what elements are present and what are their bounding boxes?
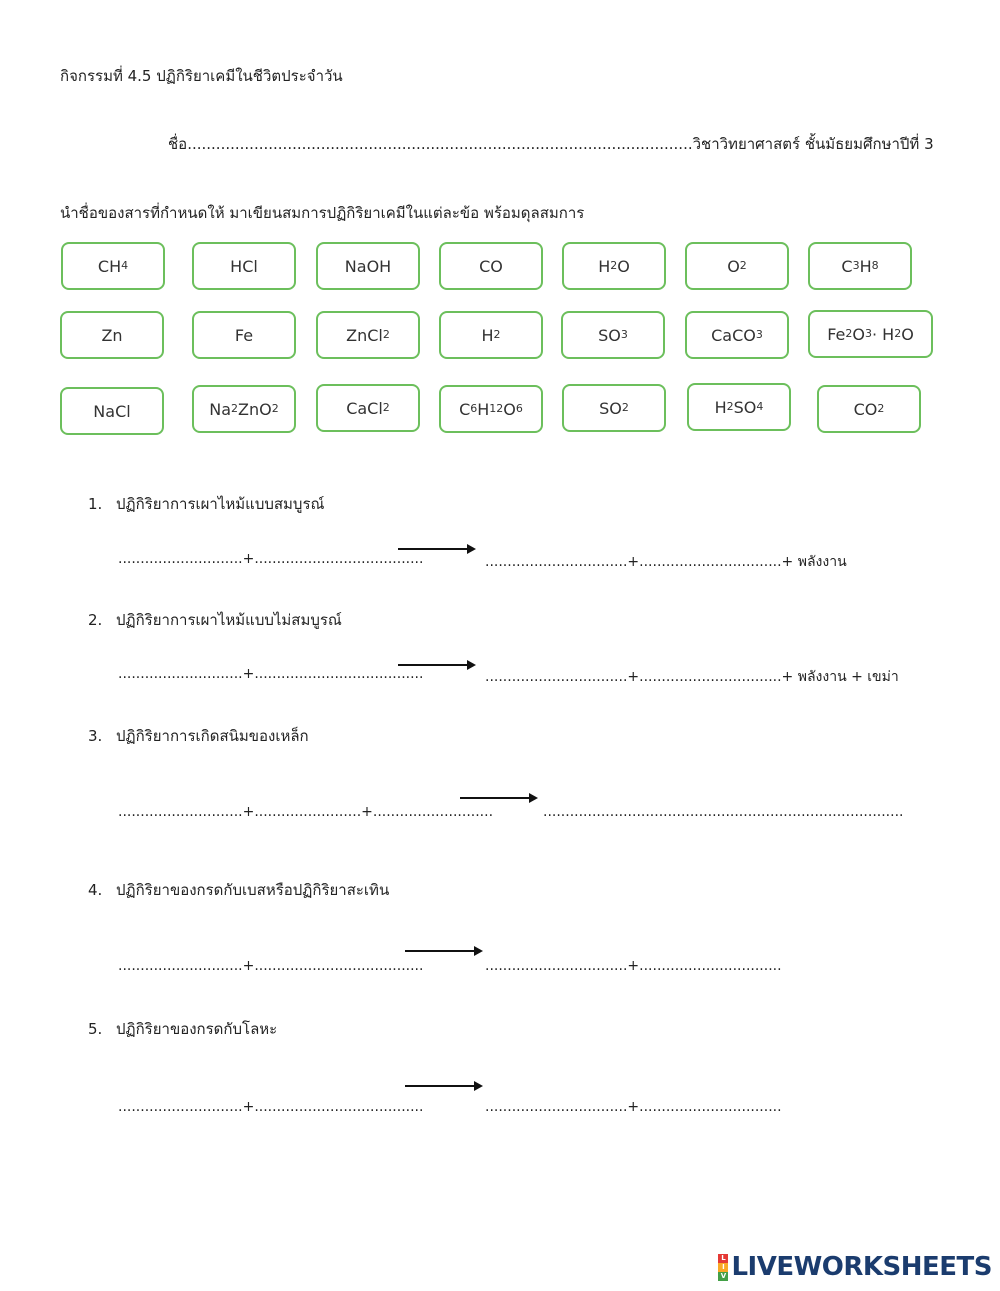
question-2-title: 2. ปฏิกิริยาการเผาไหม้แบบไม่สมบูรณ์: [88, 611, 342, 629]
compound-card[interactable]: C 6 H 12 O 6: [439, 385, 543, 433]
compound-card[interactable]: CH 4: [61, 242, 165, 290]
reaction-arrow: [460, 797, 530, 799]
question-1-products[interactable]: ................................+................................+ พลังงาน: [485, 554, 847, 570]
question-4-reactants[interactable]: ............................+......................................: [118, 958, 424, 974]
compound-card[interactable]: Zn: [60, 311, 164, 359]
compound-card[interactable]: H 2 SO 4: [687, 383, 791, 431]
question-5-reactants[interactable]: ............................+......................................: [118, 1099, 424, 1115]
logo-mark: [718, 1254, 728, 1281]
question-5-title: 5. ปฏิกิริยาของกรดกับโลหะ: [88, 1020, 278, 1038]
activity-title: กิจกรรมที่ 4.5 ปฏิกิริยาเคมีในชีวิตประจำวัน: [60, 67, 343, 85]
question-2-products[interactable]: ................................+................................+ พลังงาน + เขม่า: [485, 669, 899, 685]
compound-card[interactable]: Na 2 ZnO 2: [192, 385, 296, 433]
compound-card[interactable]: H 2 O: [562, 242, 666, 290]
compound-card[interactable]: O 2: [685, 242, 789, 290]
instruction-text: นำชื่อของสารที่กำหนดให้ มาเขียนสมการปฏิกิริยาเคมีในแต่ละข้อ พร้อมดุลสมการ: [60, 204, 585, 222]
compound-card[interactable]: Fe: [192, 311, 296, 359]
question-2-reactants[interactable]: ............................+......................................: [118, 666, 424, 682]
question-3-title: 3. ปฏิกิริยาการเกิดสนิมของเหล็ก: [88, 727, 309, 745]
compound-card[interactable]: Fe 2 O 3 · H 2 O: [808, 310, 933, 358]
compound-card[interactable]: ZnCl 2: [316, 311, 420, 359]
question-4-products[interactable]: ................................+................................: [485, 958, 782, 974]
compound-card[interactable]: C 3 H 8: [808, 242, 912, 290]
compound-card[interactable]: NaOH: [316, 242, 420, 290]
compound-card[interactable]: SO 2: [562, 384, 666, 432]
compound-card[interactable]: CO: [439, 242, 543, 290]
compound-card[interactable]: CaCO 3: [685, 311, 789, 359]
liveworksheets-logo: [718, 1252, 992, 1282]
logo-letter: V: [718, 1272, 728, 1281]
logo-letter: L: [718, 1254, 728, 1263]
compound-card[interactable]: NaCl: [60, 387, 164, 435]
compound-card[interactable]: H 2: [439, 311, 543, 359]
compound-card[interactable]: HCl: [192, 242, 296, 290]
question-5-products[interactable]: ................................+................................: [485, 1099, 782, 1115]
compound-card[interactable]: CO 2: [817, 385, 921, 433]
reaction-arrow: [398, 664, 468, 666]
logo-letter: I: [718, 1263, 728, 1272]
question-1-reactants[interactable]: ............................+......................................: [118, 551, 424, 567]
question-3-products[interactable]: .................................................................................: [543, 804, 904, 820]
question-4-title: 4. ปฏิกิริยาของกรดกับเบสหรือปฏิกิริยาสะเทิน: [88, 881, 390, 899]
reaction-arrow: [405, 1085, 475, 1087]
compound-card[interactable]: CaCl 2: [316, 384, 420, 432]
question-3-reactants[interactable]: ............................+........................+...........................: [118, 804, 494, 820]
name-line: ชื่อ..........................................................................................................วิชาวิทยาศาสตร์ ชั้นมัธยมศึกษาปีที่ 3: [168, 135, 934, 153]
question-1-title: 1. ปฏิกิริยาการเผาไหม้แบบสมบูรณ์: [88, 495, 325, 513]
reaction-arrow: [398, 548, 468, 550]
logo-text: LIVEWORKSHEETS: [731, 1252, 992, 1282]
compound-card[interactable]: SO 3: [561, 311, 665, 359]
reaction-arrow: [405, 950, 475, 952]
